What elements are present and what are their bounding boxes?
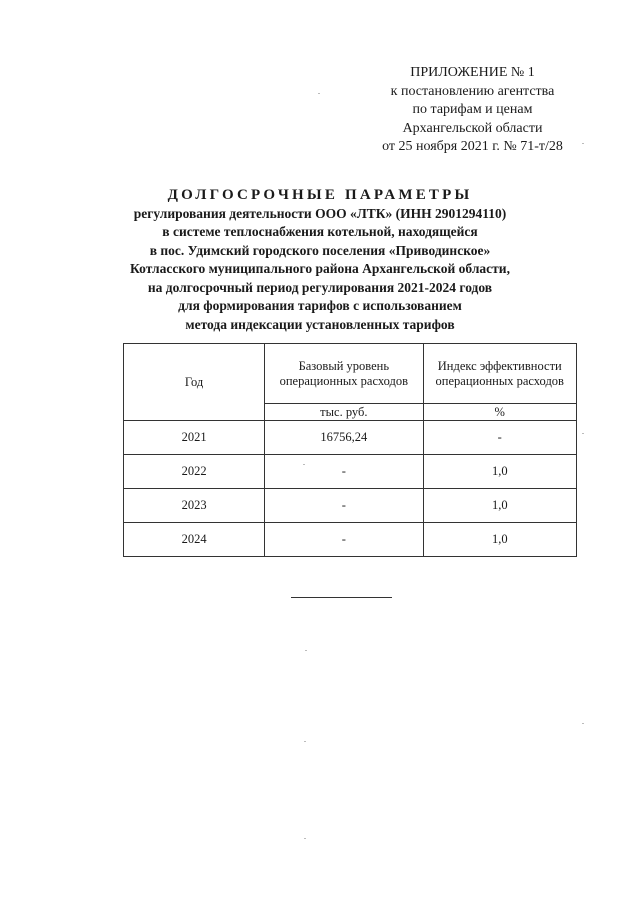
header-efficiency-index bbox=[423, 344, 576, 404]
header-index-line2: операционных расходов bbox=[435, 373, 564, 388]
appendix-title: ПРИЛОЖЕНИЕ № 1 bbox=[410, 65, 535, 80]
document-title bbox=[60, 186, 580, 334]
table-row bbox=[124, 455, 577, 489]
row-year: 2022 bbox=[124, 455, 265, 489]
unit-index: % bbox=[423, 404, 576, 421]
title-line: регулирования деятельности ООО «ЛТК» (ИНН 2901294110) bbox=[133, 205, 507, 221]
row-index: - bbox=[423, 421, 576, 455]
scan-speck bbox=[318, 93, 320, 94]
title-line: в пос. Удимский городского поселения «Приводинское» bbox=[149, 242, 491, 258]
row-index: 1,0 bbox=[423, 489, 576, 523]
appendix-line: к постановлению агентства bbox=[390, 83, 555, 99]
appendix-line: Архангельской области bbox=[402, 120, 543, 136]
header-base-level bbox=[265, 344, 423, 404]
appendix-date-number: от 25 ноября 2021 г. № 71-т/28 bbox=[382, 139, 563, 154]
header-base-line2: операционных расходов bbox=[279, 373, 409, 388]
table-row bbox=[124, 421, 577, 455]
row-year: 2021 bbox=[124, 421, 265, 455]
row-index: 1,0 bbox=[423, 455, 576, 489]
scan-speck bbox=[304, 741, 306, 742]
end-divider bbox=[291, 597, 392, 598]
appendix-line: по тарифам и ценам bbox=[412, 102, 533, 117]
table-header-row bbox=[124, 344, 577, 404]
table-row bbox=[124, 523, 577, 557]
scan-speck bbox=[582, 723, 584, 724]
title-line: в системе теплоснабжения котельной, находящейся bbox=[162, 224, 478, 239]
parameters-table bbox=[123, 343, 577, 557]
scan-speck bbox=[305, 650, 307, 651]
title-line: метода индексации установленных тарифов bbox=[185, 316, 455, 332]
scan-speck bbox=[303, 464, 305, 465]
scan-speck bbox=[582, 143, 584, 144]
title-line: Котласского муниципального района Архангельской области, bbox=[130, 261, 510, 276]
table-row bbox=[124, 489, 577, 523]
title-line: для формирования тарифов с использованием bbox=[178, 298, 462, 313]
unit-base: тыс. руб. bbox=[265, 404, 423, 421]
header-base-line1: Базовый уровень bbox=[298, 358, 390, 373]
row-base: - bbox=[265, 489, 423, 523]
row-base: - bbox=[265, 523, 423, 557]
row-year: 2023 bbox=[124, 489, 265, 523]
row-base: - bbox=[265, 455, 423, 489]
header-index-line1: Индекс эффективности bbox=[437, 358, 562, 373]
row-base: 16756,24 bbox=[265, 421, 423, 455]
title-line: на долгосрочный период регулирования 2021-2024 годов bbox=[147, 279, 493, 295]
row-year: 2024 bbox=[124, 523, 265, 557]
appendix-block bbox=[350, 64, 595, 157]
title-heading: ДОЛГОСРОЧНЫЕ ПАРАМЕТРЫ bbox=[167, 187, 473, 203]
scan-speck bbox=[582, 433, 584, 434]
row-index: 1,0 bbox=[423, 523, 576, 557]
header-year: Год bbox=[124, 344, 265, 421]
scan-speck bbox=[304, 838, 306, 839]
